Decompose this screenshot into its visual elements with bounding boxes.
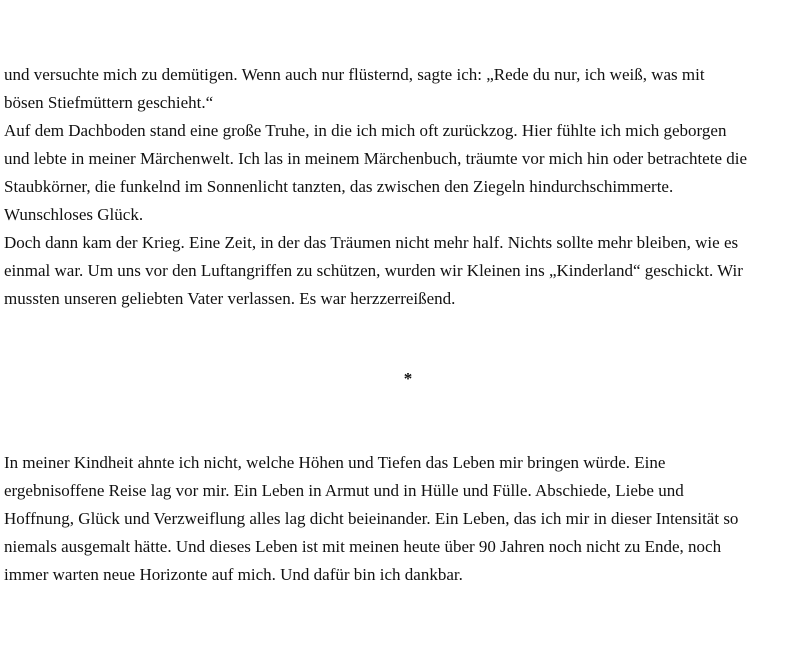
text-line: und lebte in meiner Märchenwelt. Ich las in meinem Märchenbuch, träumte vor mich hin oder betrachtete die [4,149,748,168]
document-page [4,0,812,649]
text-line: immer warten neue Horizonte auf mich. Und dafür bin ich dankbar. [4,565,463,584]
text-line: bösen Stiefmüttern geschieht.“ [4,93,214,112]
text-line: und versuchte mich zu demütigen. Wenn auch nur flüsternd, sagte ich: „Rede du nur, ich weiß, was mit [4,65,705,84]
text-line: In meiner Kindheit ahnte ich nicht, welche Höhen und Tiefen das Leben mir bringen würde. Eine [4,453,666,472]
text-line: Auf dem Dachboden stand eine große Truhe, in die ich mich oft zurückzog. Hier fühlte ich mich geborgen [4,121,727,140]
text-line: Staubkörner, die funkelnd im Sonnenlicht tanzten, das zwischen den Ziegeln hindurchschimmerte. [4,177,674,196]
text-line: Wunschloses Glück. [4,205,144,224]
text-line: niemals ausgemalt hätte. Und dieses Leben ist mit meinen heute über 90 Jahren noch nicht zu Ende, noch [4,537,722,556]
text-line: ergebnisoffene Reise lag vor mir. Ein Leben in Armut und in Hülle und Fülle. Abschiede, Liebe und [4,481,684,500]
text-line: Hoffnung, Glück und Verzweiflung alles lag dicht beieinander. Ein Leben, das ich mir in dieser Intensität so [4,509,739,528]
section-separator: * [403,369,413,388]
text-line: mussten unseren geliebten Vater verlassen. Es war herzzerreißend. [4,289,456,308]
text-line: einmal war. Um uns vor den Luftangriffen zu schützen, wurden wir Kleinen ins „Kinderland“ geschickt. Wir [4,261,743,280]
text-line: Doch dann kam der Krieg. Eine Zeit, in der das Träumen nicht mehr half. Nichts sollte mehr bleiben, wie es [4,233,739,252]
